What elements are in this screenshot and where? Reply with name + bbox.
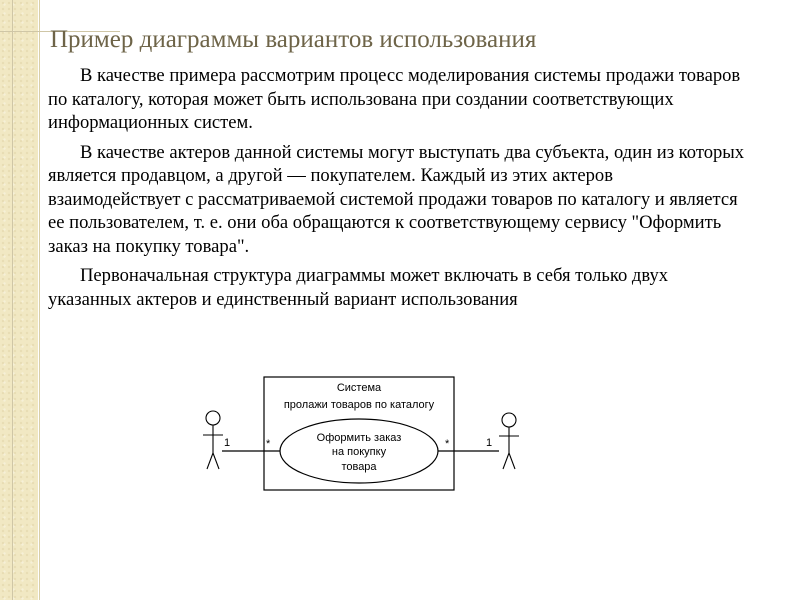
use-case-label-line3: товара	[341, 461, 377, 473]
paragraph-intro: В качестве примера рассмотрим процесс моделирования системы продажи товаров по каталогу, которая может быть использована при создании соответствующих информационных систем.	[48, 65, 741, 133]
decorative-frame-vertical-line	[12, 0, 13, 600]
multiplicity-right-actor: 1	[486, 437, 493, 449]
paragraph-structure: Первоначальная структура диаграммы может включать в себя только двух указанных актеров и единственный вариант использования	[48, 265, 669, 310]
system-label-line2: пролажи товаров по каталогу	[283, 399, 435, 411]
use-case-label-line1: Оформить заказ	[316, 432, 402, 444]
side-band-border	[39, 0, 40, 600]
slide-body	[48, 64, 748, 317]
slide-title: Пример диаграммы вариантов использования	[50, 26, 537, 53]
paragraph-actors: В качестве актеров данной системы могут выступать два субъекта, один из которых является продавцом, а другой — покупателем. Каждый из этих актеров взаимодействует с рассматриваемой системой продажи товаров по каталогу и является ее пользователем, т. е. они оба обращаются к соответствующему сервису "Оформить заказ на покупку товара".	[48, 141, 745, 257]
actor-right-icon	[499, 413, 519, 469]
system-label-line1: Система	[336, 382, 382, 394]
multiplicity-right-usecase: *	[445, 438, 450, 450]
multiplicity-left-usecase: *	[266, 438, 271, 450]
actor-left-icon	[203, 411, 223, 469]
multiplicity-left-actor: 1	[224, 437, 231, 449]
decorative-side-band	[0, 0, 38, 600]
use-case-diagram	[196, 374, 536, 494]
use-case-label-line2: на покупку	[331, 446, 387, 458]
use-case-place-order	[280, 419, 438, 483]
